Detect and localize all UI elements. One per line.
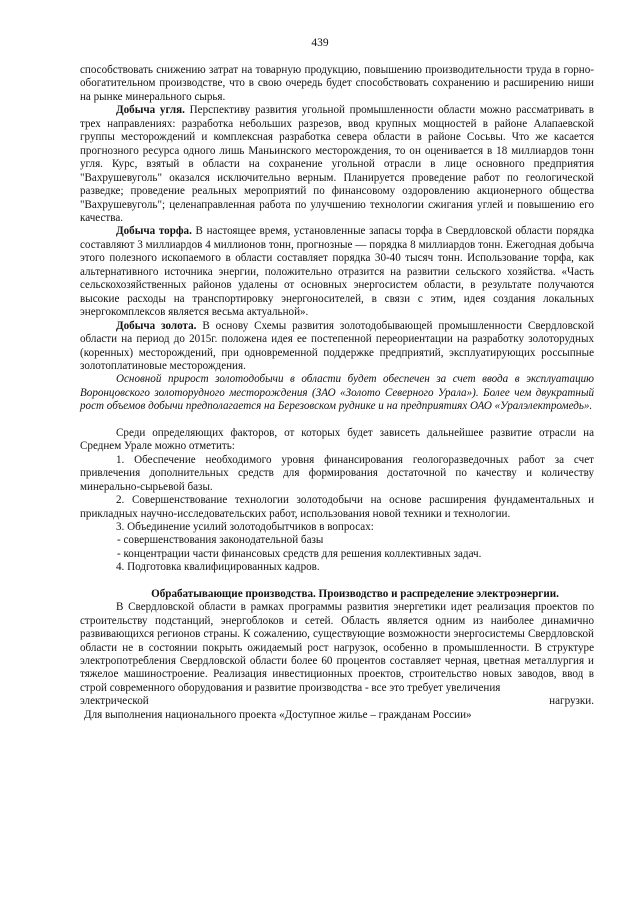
paragraph-energy: В Свердловской области в рамках программы развития энергетики идет реализация проектов по строительству подстанций, энергоблоков и сетей. Область является одним из наиболее динамично развивающихся регионов страны. К сожалению, существующие возможности энергосистемы Свердловской области не в состоянии покрыть ожидаемый рост нагрузок, особенно в промышленности. В структуре электропотребления Свердловской области более 60 процентов составляет черная, цветная металлургия и тяжелое машиностроение. Реализация инвестиционных проектов, строительство новых заводов, ввод в строй современного оборудования и развитие производства - все это требует увеличения <box>80 601 594 694</box>
page-number: 439 <box>311 37 329 49</box>
list-item-2: 2. Совершенствование технологии золотодобычи на основе расширения фундаментальных и прикладных научно-исследовательских работ, использования новой техники и технологии. <box>80 494 594 520</box>
gold-text: В основу Схемы развития золотодобывающей промышленности Свердловской области на период до 2015г. положена идея ее постепенной переориентации на разработку золоторудных (коренных) месторождений, при одновременной поддержке предприятий, эксплуатирующих россыпные золотоплатиновые месторождения. <box>80 319 595 372</box>
paragraph-factors: Среди определяющих факторов, от которых будет зависеть дальнейшее развитие отрасли на Среднем Урале можно отметить: <box>80 426 594 453</box>
paragraph-coal <box>80 104 594 225</box>
paragraph-energy-last-line <box>80 695 594 708</box>
list-item-3-sub-b: - концентрации части финансовых средств для решения коллективных задач. <box>117 547 482 560</box>
coal-text: Перспективу развития угольной промышленности области можно рассматривать в трех направлениях: разработка небольших разрезов, ввод крупных мощностей в районе Алапаевской группы месторождений и комплексная разработка севера области в районе Сосьвы. Что же касается прогнозного ресурса одного лишь Маньинского месторождения, то он оценивается в 18 миллиардов тонн угля. Курс, взятый в области на сохранение угольной отрасли в лице основного предприятия "Вахрушевуголь" оказался исключительно верным. Планируется проведение работ по геологической разведке; проведение реальных мероприятий по финансовому оздоровлению акционерного общества "Вахрушевуголь"; целенаправленная работа по улучшению технологии сжигания углей и повышению его качества. <box>80 104 594 224</box>
last-line-right: нагрузки. <box>549 695 594 708</box>
last-line-left: электрической <box>80 695 149 708</box>
spacer <box>80 414 594 427</box>
list-item-3-sub-a: - совершенствования законодательной базы <box>117 534 324 547</box>
paragraph-peat <box>80 225 594 319</box>
paragraph-gold-italic: Основной прирост золотодобычи в области будет обеспечен за счет ввода в эксплуатацию Воронцовского золоторудного месторождения (ЗАО «Золото Северного Урала»). Более чем двукратный рост объемов добычи предполагается на Березовском руднике и на предприятиях ОАО «Уралэлектромедь». <box>80 373 594 413</box>
peat-heading: Добыча торфа. <box>116 225 192 238</box>
section-heading: Обрабатывающие производства. Производство и распределение электроэнергии. <box>151 587 559 600</box>
coal-heading: Добыча угля. <box>116 104 185 117</box>
paragraph-continuation: способствовать снижению затрат на товарную продукцию, повышению производительности труда в горно-обогатительном производстве, что в свою очередь будет способствовать сохранению и расширению ниши на рынке минерального сырья. <box>80 64 594 103</box>
list-item-4: 4. Подготовка квалифицированных кадров. <box>116 561 320 574</box>
spacer <box>80 575 594 588</box>
peat-text: В настоящее время, установленные запасы торфа в Свердловской области порядка составляют 3 миллиардов 4 миллионов тонн, прогнозные — порядка 8 миллиардов тонн. Ежегодная добыча этого полезного ископаемого в области составляет порядка 30-40 тысяч тонн. Использование торфа, как альтернативного источника энергии, положительно отразится на развитии сельского хозяйства. «Часть сельскохозяйственных районов удалены от основных энергосистем области, в результате получаются высокие расходы на транспортировку энергоносителей, в связи с этим, идея создания локальных энергокомплексов является весьма актуальной». <box>80 225 594 319</box>
gold-heading: Добыча золота. <box>116 319 197 332</box>
page-body <box>80 64 594 722</box>
list-item-1: 1. Обеспечение необходимого уровня финансирования геологоразведочных работ за счет привлечения дополнительных средств для формирования достаточной по качеству и количеству минерально-сырьевой базы. <box>80 453 594 493</box>
paragraph-gold <box>80 320 594 374</box>
list-item-3: 3. Объединение усилий золотодобытчиков в вопросах: <box>116 520 374 533</box>
paragraph-housing: Для выполнения национального проекта «Доступное жилье – гражданам России» <box>84 708 472 721</box>
